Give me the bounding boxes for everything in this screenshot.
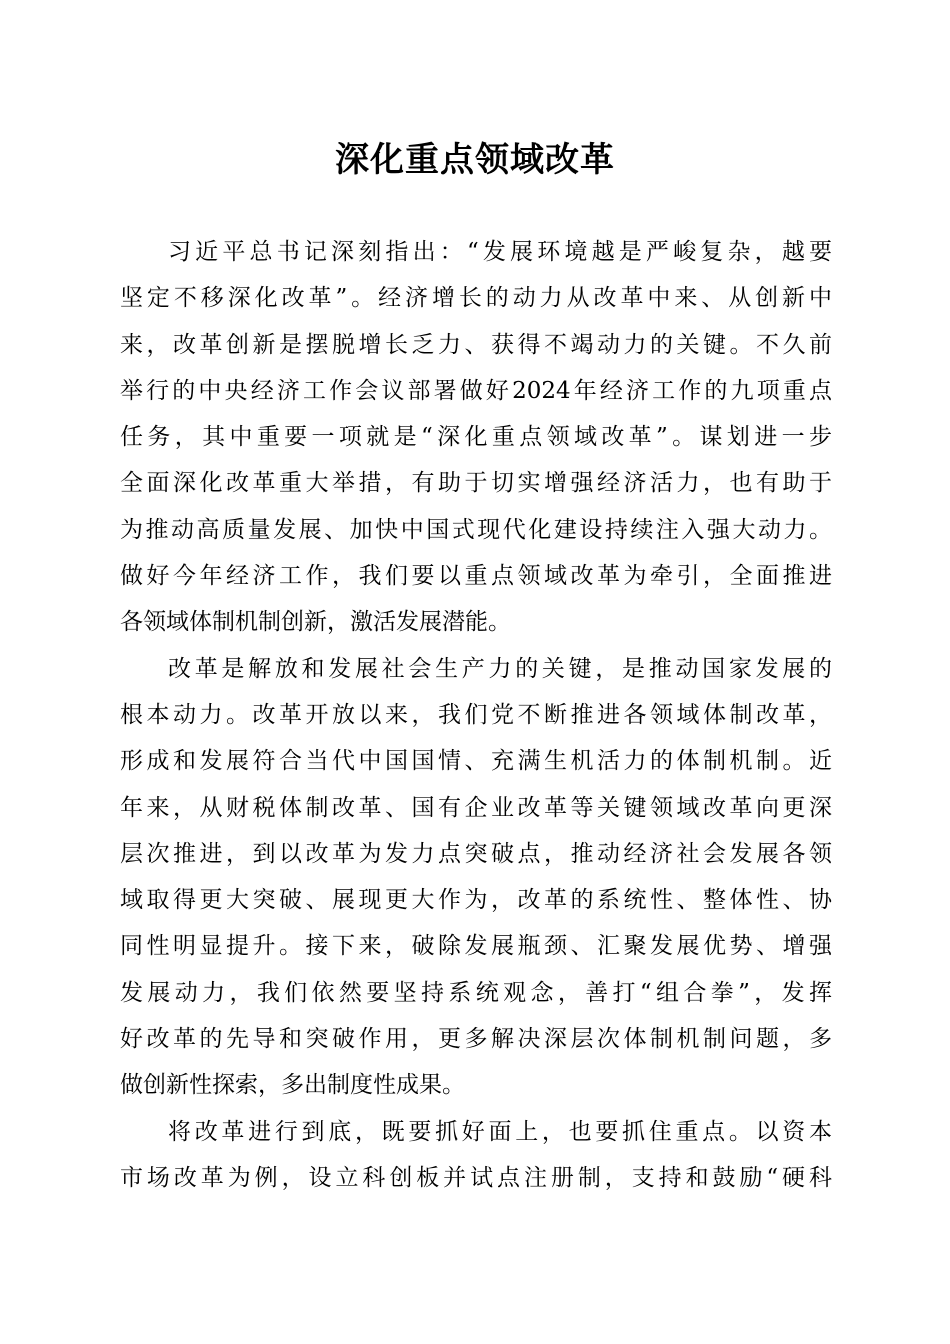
text-line: 举行的中央经济工作会议部署做好2024年经济工作的九项重点: [120, 377, 832, 404]
text-line: 做好今年经济工作，我们要以重点领域改革为牵引，全面推进: [120, 563, 832, 590]
document-title: 深化重点领域改革: [335, 140, 615, 180]
text-line: 来，改革创新是摆脱增长乏力、获得不竭动力的关键。不久前: [120, 331, 832, 358]
text-line: 将改革进行到底，既要抓好面上，也要抓住重点。以资本: [168, 1118, 832, 1145]
text-line: 发展动力，我们依然要坚持系统观念，善打“组合拳”，发挥: [120, 979, 832, 1006]
text-line: 好改革的先导和突破作用，更多解决深层次体制机制问题，多: [120, 1026, 832, 1053]
text-line: 年来，从财税体制改革、国有企业改革等关键领域改革向更深: [120, 794, 832, 821]
text-line: 层次推进，到以改革为发力点突破点，推动经济社会发展各领: [120, 840, 832, 867]
text-line: 全面深化改革重大举措，有助于切实增强经济活力，也有助于: [120, 470, 832, 497]
text-line: 同性明显提升。接下来，破除发展瓶颈、汇聚发展优势、增强: [120, 933, 832, 960]
text-line: 市场改革为例，设立科创板并试点注册制，支持和鼓励“硬科: [120, 1164, 832, 1191]
text-line: 各领域体制机制创新，激活发展潜能。: [120, 609, 511, 636]
text-line: 域取得更大突破、展现更大作为，改革的系统性、整体性、协: [120, 887, 832, 914]
document-body: [120, 229, 832, 1201]
text-line: 习近平总书记深刻指出：“发展环境越是严峻复杂，越要: [168, 239, 832, 265]
text-line: 做创新性探索，多出制度性成果。: [120, 1072, 465, 1099]
text-line: 任务，其中重要一项就是“深化重点领域改革”。谋划进一步: [120, 424, 832, 451]
text-line: 坚定不移深化改革”。经济增长的动力从改革中来、从创新中: [120, 285, 832, 312]
text-line: 形成和发展符合当代中国国情、充满生机活力的体制机制。近: [120, 748, 832, 775]
text-line: 为推动高质量发展、加快中国式现代化建设持续注入强大动力。: [120, 516, 832, 543]
text-line: 根本动力。改革开放以来，我们党不断推进各领域体制改革，: [120, 701, 832, 728]
text-line: 改革是解放和发展社会生产力的关键，是推动国家发展的: [168, 655, 832, 682]
